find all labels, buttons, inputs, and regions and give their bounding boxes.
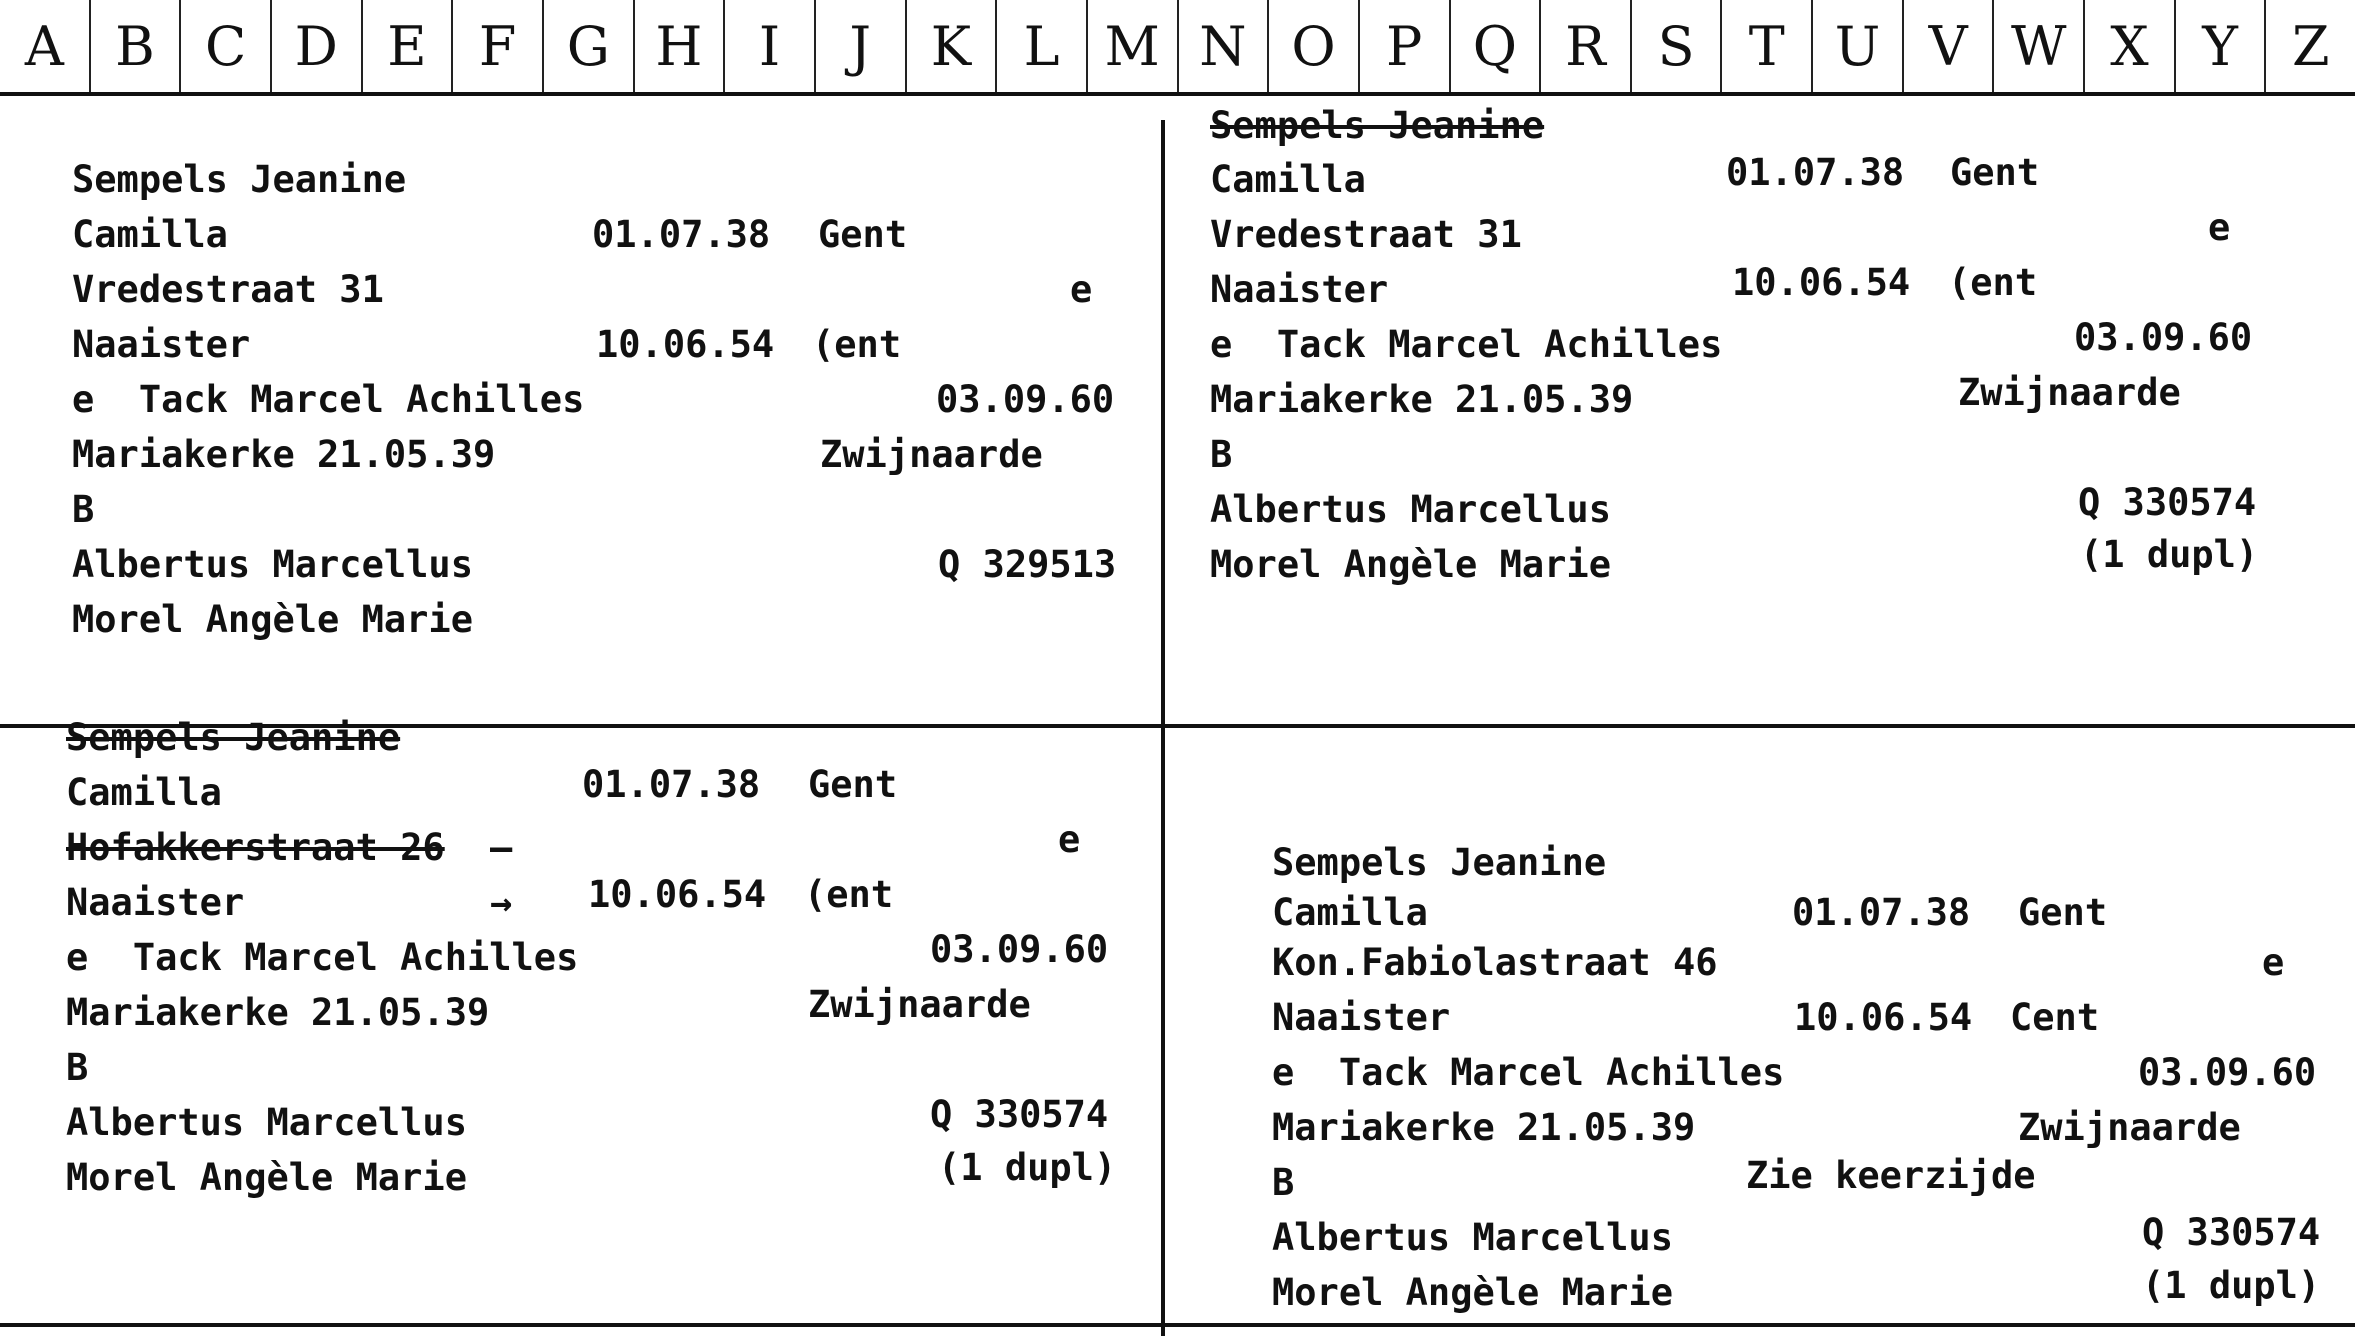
card-number: Q 330574 — [2078, 481, 2257, 524]
card-marriage-place: Zwijnaarde — [820, 433, 1043, 476]
alpha-tab-d[interactable]: D — [272, 0, 363, 92]
card-marker: e — [1058, 818, 1081, 861]
alpha-tab-l[interactable]: L — [997, 0, 1088, 92]
card-number: Q 330574 — [2142, 1211, 2321, 1254]
card-birth-date: 01.07.38 — [592, 213, 771, 256]
card-father: Albertus Marcellus — [1272, 1216, 1673, 1259]
card-birth-date: 01.07.38 — [1792, 891, 1971, 934]
alpha-tab-a[interactable]: A — [0, 0, 91, 92]
card-birth-place: Gent — [808, 763, 898, 806]
card-mother: Morel Angèle Marie — [72, 598, 473, 641]
card-birth-date: 01.07.38 — [582, 763, 761, 806]
card-marriage-date: 03.09.60 — [930, 928, 1109, 971]
card-occupation: Naaister — [66, 881, 245, 924]
card-reg-place: Cent — [2010, 996, 2100, 1039]
card-spouse: e Tack Marcel Achilles — [66, 936, 579, 979]
alpha-tab-r[interactable]: R — [1541, 0, 1632, 92]
card-name: Sempels Jeanine — [1210, 104, 1545, 147]
card-marker: e — [2208, 206, 2231, 249]
card-see-reverse-note: Zie keerzijde — [1746, 1154, 2036, 1197]
card-occupation: Naaister — [1210, 268, 1389, 311]
card-father: Albertus Marcellus — [66, 1101, 467, 1144]
card-marker: e — [1070, 268, 1093, 311]
card-mother: Morel Angèle Marie — [1210, 543, 1611, 586]
alpha-tab-p[interactable]: P — [1360, 0, 1451, 92]
alpha-tab-z[interactable]: Z — [2291, 14, 2330, 78]
card-duplicate-note: (1 dupl) — [938, 1146, 1117, 1189]
card-mother: Morel Angèle Marie — [66, 1156, 467, 1199]
card-reg-place: (ent — [1948, 261, 2038, 304]
card-spouse-birth: Mariakerke 21.05.39 — [1272, 1106, 1696, 1149]
card-spouse-birth: Mariakerke 21.05.39 — [1210, 378, 1634, 421]
card-given-name: Camilla — [1210, 158, 1366, 201]
card-marriage-place: Zwijnaarde — [808, 983, 1031, 1026]
card-birth-date: 01.07.38 — [1726, 151, 1905, 194]
card-marker: e — [2262, 941, 2285, 984]
alpha-tab-w[interactable]: W — [1994, 0, 2085, 92]
card-code: B — [72, 488, 95, 531]
alpha-tab-g[interactable]: G — [544, 0, 635, 92]
card-address: Kon.Fabiolastraat 46 — [1272, 941, 1718, 984]
card-birth-place: Gent — [2018, 891, 2108, 934]
card-spouse: e Tack Marcel Achilles — [1272, 1051, 1785, 1094]
card-name: Sempels Jeanine — [72, 158, 407, 201]
card-birth-place: Gent — [1950, 151, 2040, 194]
card-marriage-date: 03.09.60 — [2074, 316, 2253, 359]
card-mother: Morel Angèle Marie — [1272, 1271, 1673, 1314]
card-divider-bottom — [0, 1323, 2355, 1327]
card-name: Sempels Jeanine — [1272, 841, 1607, 884]
card-divider-vertical — [1161, 120, 1165, 1336]
card-spouse: e Tack Marcel Achilles — [72, 378, 585, 421]
card-given-name: Camilla — [66, 771, 222, 814]
alpha-tab-q[interactable]: Q — [1451, 0, 1542, 92]
card-given-name: Camilla — [1272, 891, 1428, 934]
alphabet-index-bar — [0, 0, 2355, 96]
alpha-tab-b[interactable]: B — [91, 0, 182, 92]
alpha-tab-h[interactable]: H — [635, 0, 726, 92]
card-name: Sempels Jeanine — [66, 716, 401, 759]
alpha-tab-s[interactable]: S — [1632, 0, 1723, 92]
alpha-tab-u[interactable]: U — [1813, 0, 1904, 92]
alpha-tab-j[interactable]: J — [816, 0, 907, 92]
card-reg-date: 10.06.54 — [596, 323, 775, 366]
alpha-tab-o[interactable]: O — [1269, 0, 1360, 92]
card-reg-place: (ent — [812, 323, 902, 366]
card-duplicate-note: (1 dupl) — [2142, 1264, 2321, 1307]
card-code: B — [66, 1046, 89, 1089]
card-spouse-birth: Mariakerke 21.05.39 — [72, 433, 496, 476]
alpha-tab-x[interactable]: X — [2085, 0, 2176, 92]
card-reg-place: (ent — [804, 873, 894, 916]
alpha-tab-f[interactable]: F — [453, 0, 544, 92]
card-number: Q 329513 — [938, 543, 1117, 586]
card-father: Albertus Marcellus — [1210, 488, 1611, 531]
card-marriage-place: Zwijnaarde — [1958, 371, 2181, 414]
card-occupation: Naaister — [72, 323, 251, 366]
alpha-tab-i[interactable]: I — [725, 0, 816, 92]
alpha-tab-e[interactable]: E — [363, 0, 454, 92]
card-duplicate-note: (1 dupl) — [2080, 533, 2259, 576]
alpha-tab-y[interactable]: Y — [2176, 0, 2267, 92]
card-number: Q 330574 — [930, 1093, 1109, 1136]
alpha-tab-m[interactable]: M — [1088, 0, 1179, 92]
alpha-tab-t[interactable]: T — [1722, 0, 1813, 92]
card-father: Albertus Marcellus — [72, 543, 473, 586]
card-address: Vredestraat 31 — [1210, 213, 1522, 256]
card-marriage-date: 03.09.60 — [936, 378, 1115, 421]
card-birth-place: Gent — [818, 213, 908, 256]
card-marriage-date: 03.09.60 — [2138, 1051, 2317, 1094]
card-reg-date: 10.06.54 — [1732, 261, 1911, 304]
card-address: Vredestraat 31 — [72, 268, 384, 311]
alpha-tab-c[interactable]: C — [181, 0, 272, 92]
card-reg-date: 10.06.54 — [588, 873, 767, 916]
card-code: B — [1272, 1161, 1295, 1204]
card-reg-date: 10.06.54 — [1794, 996, 1973, 1039]
card-occupation: Naaister — [1272, 996, 1451, 1039]
card-spouse: e Tack Marcel Achilles — [1210, 323, 1723, 366]
strike-arrow-icon: —→ — [490, 826, 513, 924]
alpha-tab-k[interactable]: K — [907, 0, 998, 92]
card-given-name: Camilla — [72, 213, 228, 256]
card-spouse-birth: Mariakerke 21.05.39 — [66, 991, 490, 1034]
card-code: B — [1210, 433, 1233, 476]
alpha-tab-v[interactable]: V — [1904, 0, 1995, 92]
card-marriage-place: Zwijnaarde — [2018, 1106, 2241, 1149]
alpha-tab-n[interactable]: N — [1179, 0, 1270, 92]
card-address-crossed-out: Hofakkerstraat 26 — [66, 826, 445, 869]
